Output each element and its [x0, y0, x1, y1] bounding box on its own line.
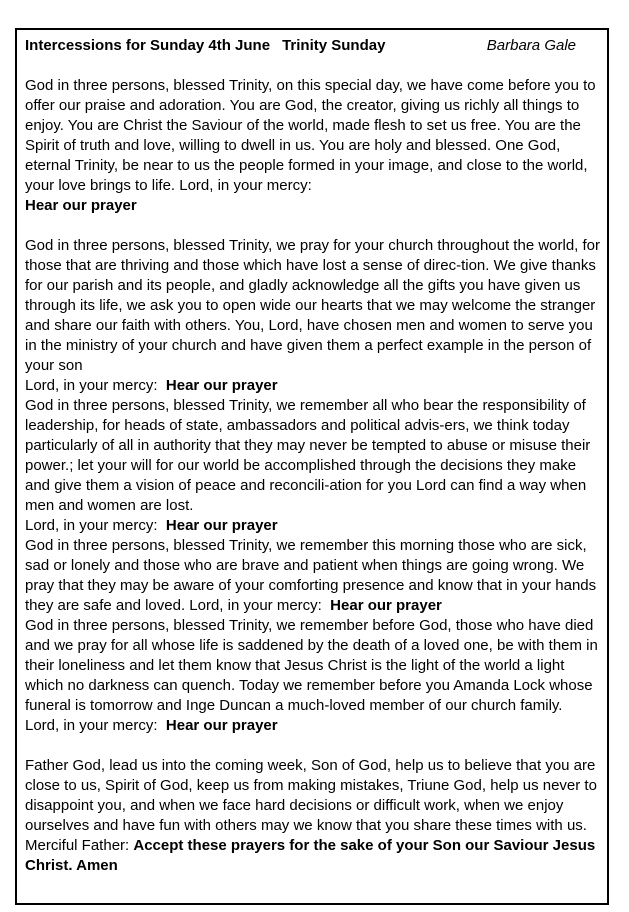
- prayer-text: God in three persons, blessed Trinity, we remember all who bear the responsibility of leadership, for heads of state, ambassadors and political advis-ers, we think today particularly of all in authority that they may never be tempted to abuse or misuse their power.; let your will for our world be accomplished through the decisions they make and give them a vision of peace and reconcili-ation for you Lord can find a way when men and women are lost.: [25, 397, 591, 514]
- feast-day: Trinity Sunday: [282, 37, 386, 54]
- page-header: [25, 36, 600, 56]
- prayer-closing: [25, 756, 600, 876]
- intercessions-page: [15, 28, 609, 905]
- prayer-text: God in three persons, blessed Trinity, we remember before God, those who have died and we pray for all whose life is saddened by the death of a loved one, be with them in their loneliness and let them know that Jesus Christ is the light of the world a light which no darkness can quench. Today we remember before you Amanda Lock whose funeral is tomorrow and Inge Duncan a much-loved member of our church family. Lord, in your mercy:: [25, 617, 598, 734]
- prayer-text: God in three persons, blessed Trinity, we remember this morning those who are sick, sad or lonely and those who are brave and patient when things are going wrong. We pray that they may be aware of your comforting presence and know that in your hands they are safe and loved. Lord, in your mercy:: [25, 537, 597, 614]
- prayer-text: Father God, lead us into the coming week, Son of God, help us to believe that you are close to us, Spirit of God, keep us from making mistakes, Triune God, help us never to disappoint you, and when we face hard decisions or difficult work, when we enjoy ourselves and have fun with others may we know that you share these times with us.: [25, 757, 597, 834]
- prayer-sick: [25, 536, 600, 616]
- prayer-call: Lord, in your mercy:: [25, 517, 158, 534]
- prayer-opening: [25, 76, 600, 216]
- prayer-text: God in three persons, blessed Trinity, on this special day, we have come before you to offer our praise and adoration. You are God, the creator, giving us richly all things to enjoy. You are Christ the Saviour of the world, made flesh to set us free. You are the Spirit of truth and love, willing to dwell in us. You are holy and blessed. One God, eternal Trinity, be near to us the people formed in your image, and close to the world, your love brings to life. Lord, in your mercy:: [25, 77, 596, 194]
- prayer-departed: [25, 616, 600, 736]
- prayer-response: Accept these prayers for the sake of your Son our Saviour Jesus Christ. Amen: [25, 837, 596, 874]
- prayer-call: Merciful Father:: [25, 837, 130, 854]
- prayer-response: Hear our prayer: [330, 597, 442, 614]
- prayer-leaders: [25, 396, 600, 536]
- prayer-call: Lord, in your mercy:: [25, 377, 158, 394]
- prayer-response: Hear our prayer: [165, 517, 278, 534]
- prayer-response: Hear our prayer: [165, 717, 278, 734]
- prayer-response: Hear our prayer: [165, 377, 278, 394]
- prayer-text: God in three persons, blessed Trinity, we pray for your church throughout the world, for those that are thriving and those which have lost a sense of direc-tion. We give thanks for our parish and its people, and gladly acknowledge all the gifts you have given us through its life, we ask you to open wide our hearts that we may welcome the stranger and share our faith with others. You, Lord, have chosen men and women to serve you in the ministry of your church and have given them a perfect example in the person of your son: [25, 237, 601, 374]
- page-title: Intercessions for Sunday 4th June: [25, 37, 271, 54]
- prayer-church: [25, 236, 600, 396]
- author-name: Barbara Gale: [486, 37, 576, 54]
- prayer-response: Hear our prayer: [25, 197, 137, 214]
